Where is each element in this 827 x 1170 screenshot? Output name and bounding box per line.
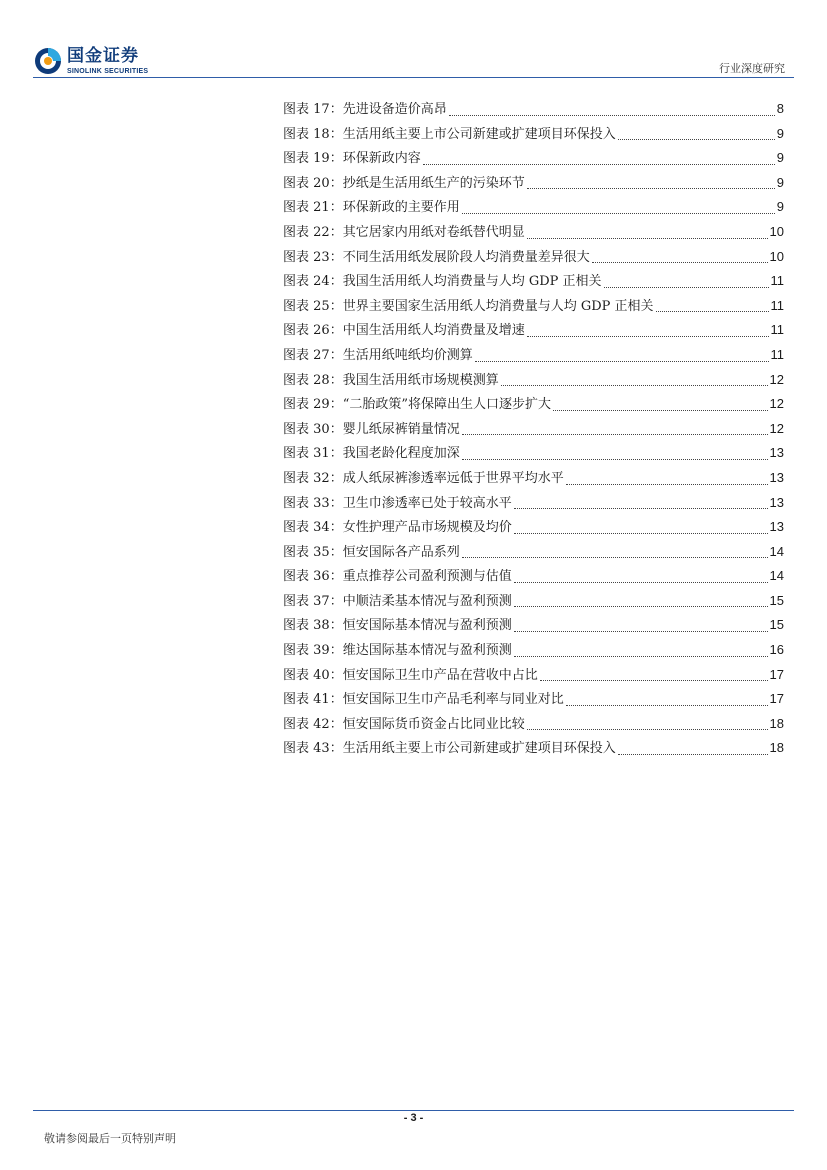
toc-entry-page: 11	[770, 322, 784, 338]
toc-entry-separator: ：	[329, 643, 343, 659]
toc-entry-title: 中国生活用纸人均消费量及增速	[342, 323, 525, 339]
toc-entry-title: 生活用纸主要上市公司新建或扩建项目环保投入	[342, 126, 616, 142]
toc-entry-title: 恒安国际货币资金占比同业比较	[342, 716, 525, 732]
toc-entry[interactable]	[283, 147, 784, 172]
report-type: 行业深度研究	[719, 62, 785, 75]
toc-entry-label: 图表 24	[283, 274, 330, 290]
toc-entry-page: 14	[769, 543, 784, 559]
toc-entry-leader	[656, 311, 769, 312]
toc-entry-page: 13	[769, 519, 784, 535]
sinolink-logo-icon	[33, 46, 63, 76]
toc-entry[interactable]	[283, 369, 784, 394]
toc-entry-label: 图表 29	[283, 397, 330, 413]
toc-entry-leader	[604, 287, 769, 288]
toc-entry-separator: ：	[329, 224, 343, 240]
toc-entry-label: 图表 32	[283, 470, 330, 486]
page-header	[0, 0, 827, 80]
logo-text	[67, 45, 149, 75]
toc-entry-separator: ：	[329, 544, 343, 560]
toc-entry-separator: ：	[329, 274, 343, 290]
toc-entry-title: 环保新政的主要作用	[342, 200, 460, 216]
toc-entry-title: 世界主要国家生活用纸人均消费量与人均 GDP 正相关	[342, 298, 654, 314]
toc-entry-leader	[540, 680, 768, 681]
toc-entry-separator: ：	[329, 741, 343, 757]
toc-entry-title: 我国生活用纸人均消费量与人均 GDP 正相关	[342, 274, 602, 290]
toc-entry-title: 我国老龄化程度加深	[342, 446, 460, 462]
toc-entry-separator: ：	[329, 618, 343, 634]
toc-entry-label: 图表 41	[283, 692, 330, 708]
toc-entry[interactable]	[283, 713, 784, 738]
toc-entry-separator: ：	[329, 397, 343, 413]
toc-entry-title: “二胎政策”将保障出生人口逐步扩大	[342, 397, 551, 413]
toc-entry-separator: ：	[329, 692, 343, 708]
toc-entry-title: 我国生活用纸市场规模测算	[342, 372, 499, 388]
toc-entry[interactable]	[283, 565, 784, 590]
toc-entry-leader	[501, 385, 768, 386]
toc-entry-separator: ：	[329, 151, 343, 167]
toc-entry-page: 9	[776, 125, 784, 141]
toc-entry[interactable]	[283, 516, 784, 541]
toc-entry-page: 17	[769, 691, 784, 707]
toc-entry-page: 13	[769, 494, 784, 510]
toc-entry-label: 图表 20	[283, 175, 330, 191]
toc-entry-separator: ：	[329, 323, 343, 339]
toc-entry-page: 17	[769, 666, 784, 682]
toc-entry-page: 16	[769, 642, 784, 658]
toc-entry-separator: ：	[329, 249, 343, 265]
toc-entry-separator: ：	[329, 421, 343, 437]
toc-entry[interactable]	[283, 614, 784, 639]
toc-entry-leader	[514, 508, 768, 509]
toc-entry-separator: ：	[329, 298, 343, 314]
toc-entry-label: 图表 33	[283, 495, 330, 511]
toc-entry[interactable]	[283, 737, 784, 762]
toc-entry-label: 图表 28	[283, 372, 330, 388]
toc-entry-leader	[514, 606, 768, 607]
header-divider	[33, 77, 794, 78]
toc-entry-title: 恒安国际卫生巾产品毛利率与同业对比	[342, 692, 564, 708]
toc-entry-label: 图表 36	[283, 569, 330, 585]
toc-entry[interactable]	[283, 639, 784, 664]
toc-entry-page: 9	[776, 174, 784, 190]
toc-entry-label: 图表 18	[283, 126, 330, 142]
toc-entry-leader	[527, 188, 775, 189]
toc-entry-label: 图表 31	[283, 446, 330, 462]
toc-entry-page: 12	[769, 396, 784, 412]
toc-entry-title: 成人纸尿裤渗透率远低于世界平均水平	[342, 470, 564, 486]
toc-entry-leader	[527, 729, 768, 730]
toc-entry-label: 图表 17	[283, 102, 330, 117]
toc-entry-page: 18	[769, 740, 784, 756]
toc-entry[interactable]	[283, 319, 784, 344]
toc-entry-page: 15	[769, 592, 784, 608]
toc-entry[interactable]	[283, 270, 784, 295]
toc-entry-title: 恒安国际各产品系列	[342, 544, 460, 560]
toc-entry-leader	[514, 631, 768, 632]
toc-entry-label: 图表 43	[283, 741, 330, 757]
toc-entry-title: 女性护理产品市场规模及均价	[342, 520, 512, 536]
toc-entry-page: 14	[769, 568, 784, 584]
toc-entry[interactable]	[283, 393, 784, 418]
toc-entry-page: 10	[769, 248, 784, 264]
toc-entry-page: 12	[769, 371, 784, 387]
toc-entry-title: 恒安国际卫生巾产品在营收中占比	[342, 667, 538, 683]
toc-entry-leader	[462, 557, 768, 558]
toc-entry-separator: ：	[329, 175, 343, 191]
logo-english-name: SINOLINK SECURITIES	[67, 67, 149, 75]
toc-entry-separator: ：	[329, 470, 343, 486]
toc-entry-title: 中顺洁柔基本情况与盈利预测	[342, 593, 512, 609]
toc-entry-title: 不同生活用纸发展阶段人均消费量差异很大	[342, 249, 590, 265]
toc-entry-leader	[514, 582, 768, 583]
toc-entry-separator: ：	[329, 569, 343, 585]
disclaimer-note: 敬请参阅最后一页特别声明	[44, 1132, 176, 1145]
toc-entry-page: 12	[769, 420, 784, 436]
toc-entry-page: 8	[776, 101, 784, 116]
toc-entry-label: 图表 23	[283, 249, 330, 265]
toc-entry-title: 恒安国际基本情况与盈利预测	[342, 618, 512, 634]
toc-entry-leader	[462, 213, 775, 214]
toc-entry-separator: ：	[329, 126, 343, 142]
toc-entry[interactable]	[283, 541, 784, 566]
toc-entry-label: 图表 30	[283, 421, 330, 437]
toc-entry-title: 重点推荐公司盈利预测与估值	[342, 569, 512, 585]
toc-entry-separator: ：	[329, 372, 343, 388]
logo-chinese-name: 国金证券	[67, 45, 139, 66]
toc-entry-label: 图表 22	[283, 224, 330, 240]
toc-entry-title: 其它居家内用纸对卷纸替代明显	[342, 224, 525, 240]
toc-entry-separator: ：	[329, 593, 343, 609]
toc-entry-page: 10	[769, 223, 784, 239]
toc-entry-leader	[449, 115, 775, 116]
toc-entry-label: 图表 27	[283, 347, 330, 363]
toc-entry-leader	[566, 705, 768, 706]
toc-entry-title: 婴儿纸尿裤销量情况	[342, 421, 460, 437]
toc-entry-separator: ：	[329, 446, 343, 462]
toc-entry[interactable]	[283, 664, 784, 689]
toc-entry-title: 生活用纸吨纸均价测算	[342, 347, 473, 363]
toc-entry-separator: ：	[329, 102, 343, 117]
company-logo	[33, 46, 148, 76]
toc-entry-page: 9	[776, 150, 784, 166]
toc-entry-leader	[592, 262, 768, 263]
toc-entry-page: 11	[770, 297, 784, 313]
footer-divider	[33, 1110, 794, 1111]
toc-entry-page: 13	[769, 445, 784, 461]
toc-entry-separator: ：	[329, 347, 343, 363]
toc-entry-leader	[618, 139, 775, 140]
toc-entry-title: 抄纸是生活用纸生产的污染环节	[342, 175, 525, 191]
toc-entry-leader	[423, 164, 775, 165]
toc-entry-title: 卫生巾渗透率已处于较高水平	[342, 495, 512, 511]
toc-entry-label: 图表 37	[283, 593, 330, 609]
toc-entry-page: 11	[770, 273, 784, 289]
toc-entry-label: 图表 39	[283, 643, 330, 659]
toc-entry-leader	[566, 484, 768, 485]
toc-entry-separator: ：	[329, 716, 343, 732]
toc-entry-page: 11	[770, 346, 784, 362]
toc-entry-leader	[462, 459, 768, 460]
toc-entry-label: 图表 21	[283, 200, 330, 216]
toc-entry-separator: ：	[329, 667, 343, 683]
toc-entry-label: 图表 26	[283, 323, 330, 339]
toc-entry-leader	[462, 434, 768, 435]
toc-entry-label: 图表 42	[283, 716, 330, 732]
toc-entry-leader	[514, 533, 768, 534]
page-number: - 3 -	[403, 1112, 424, 1124]
toc-entry-title: 维达国际基本情况与盈利预测	[342, 643, 512, 659]
toc-entry-label: 图表 38	[283, 618, 330, 634]
toc-entry-separator: ：	[329, 200, 343, 216]
toc-entry-title: 先进设备造价高昂	[342, 102, 447, 117]
toc-entry-separator: ：	[329, 495, 343, 511]
toc-entry-leader	[527, 238, 768, 239]
toc-entry-leader	[553, 410, 768, 411]
toc-entry[interactable]	[283, 98, 784, 123]
toc-entry-title: 环保新政内容	[342, 151, 421, 167]
toc-entry[interactable]	[283, 442, 784, 467]
toc-entry[interactable]	[283, 418, 784, 443]
toc-entry[interactable]	[283, 246, 784, 271]
toc-entry[interactable]	[283, 295, 784, 320]
toc-entry-title: 生活用纸主要上市公司新建或扩建项目环保投入	[342, 741, 616, 757]
toc-entry[interactable]	[283, 123, 784, 148]
toc-entry-leader	[514, 656, 768, 657]
toc-entry[interactable]	[283, 196, 784, 221]
toc-entry[interactable]	[283, 467, 784, 492]
toc-entry[interactable]	[283, 492, 784, 517]
toc-entry-page: 9	[776, 199, 784, 215]
toc-entry-page: 18	[769, 715, 784, 731]
toc-entry[interactable]	[283, 688, 784, 713]
toc-entry-page: 15	[769, 617, 784, 633]
toc-entry-page: 13	[769, 469, 784, 485]
toc-entry-label: 图表 34	[283, 520, 330, 536]
toc-entry[interactable]	[283, 221, 784, 246]
toc-entry[interactable]	[283, 344, 784, 369]
toc-entry-separator: ：	[329, 520, 343, 536]
toc-entry-label: 图表 35	[283, 544, 330, 560]
toc-entry-label: 图表 19	[283, 151, 330, 167]
toc-entry-leader	[618, 754, 768, 755]
toc-entry[interactable]	[283, 590, 784, 615]
toc-entry-label: 图表 25	[283, 298, 330, 314]
toc-entry-label: 图表 40	[283, 667, 330, 683]
toc-entry-leader	[475, 361, 769, 362]
toc-entry[interactable]	[283, 172, 784, 197]
figure-list	[283, 98, 784, 762]
toc-entry-leader	[527, 336, 769, 337]
